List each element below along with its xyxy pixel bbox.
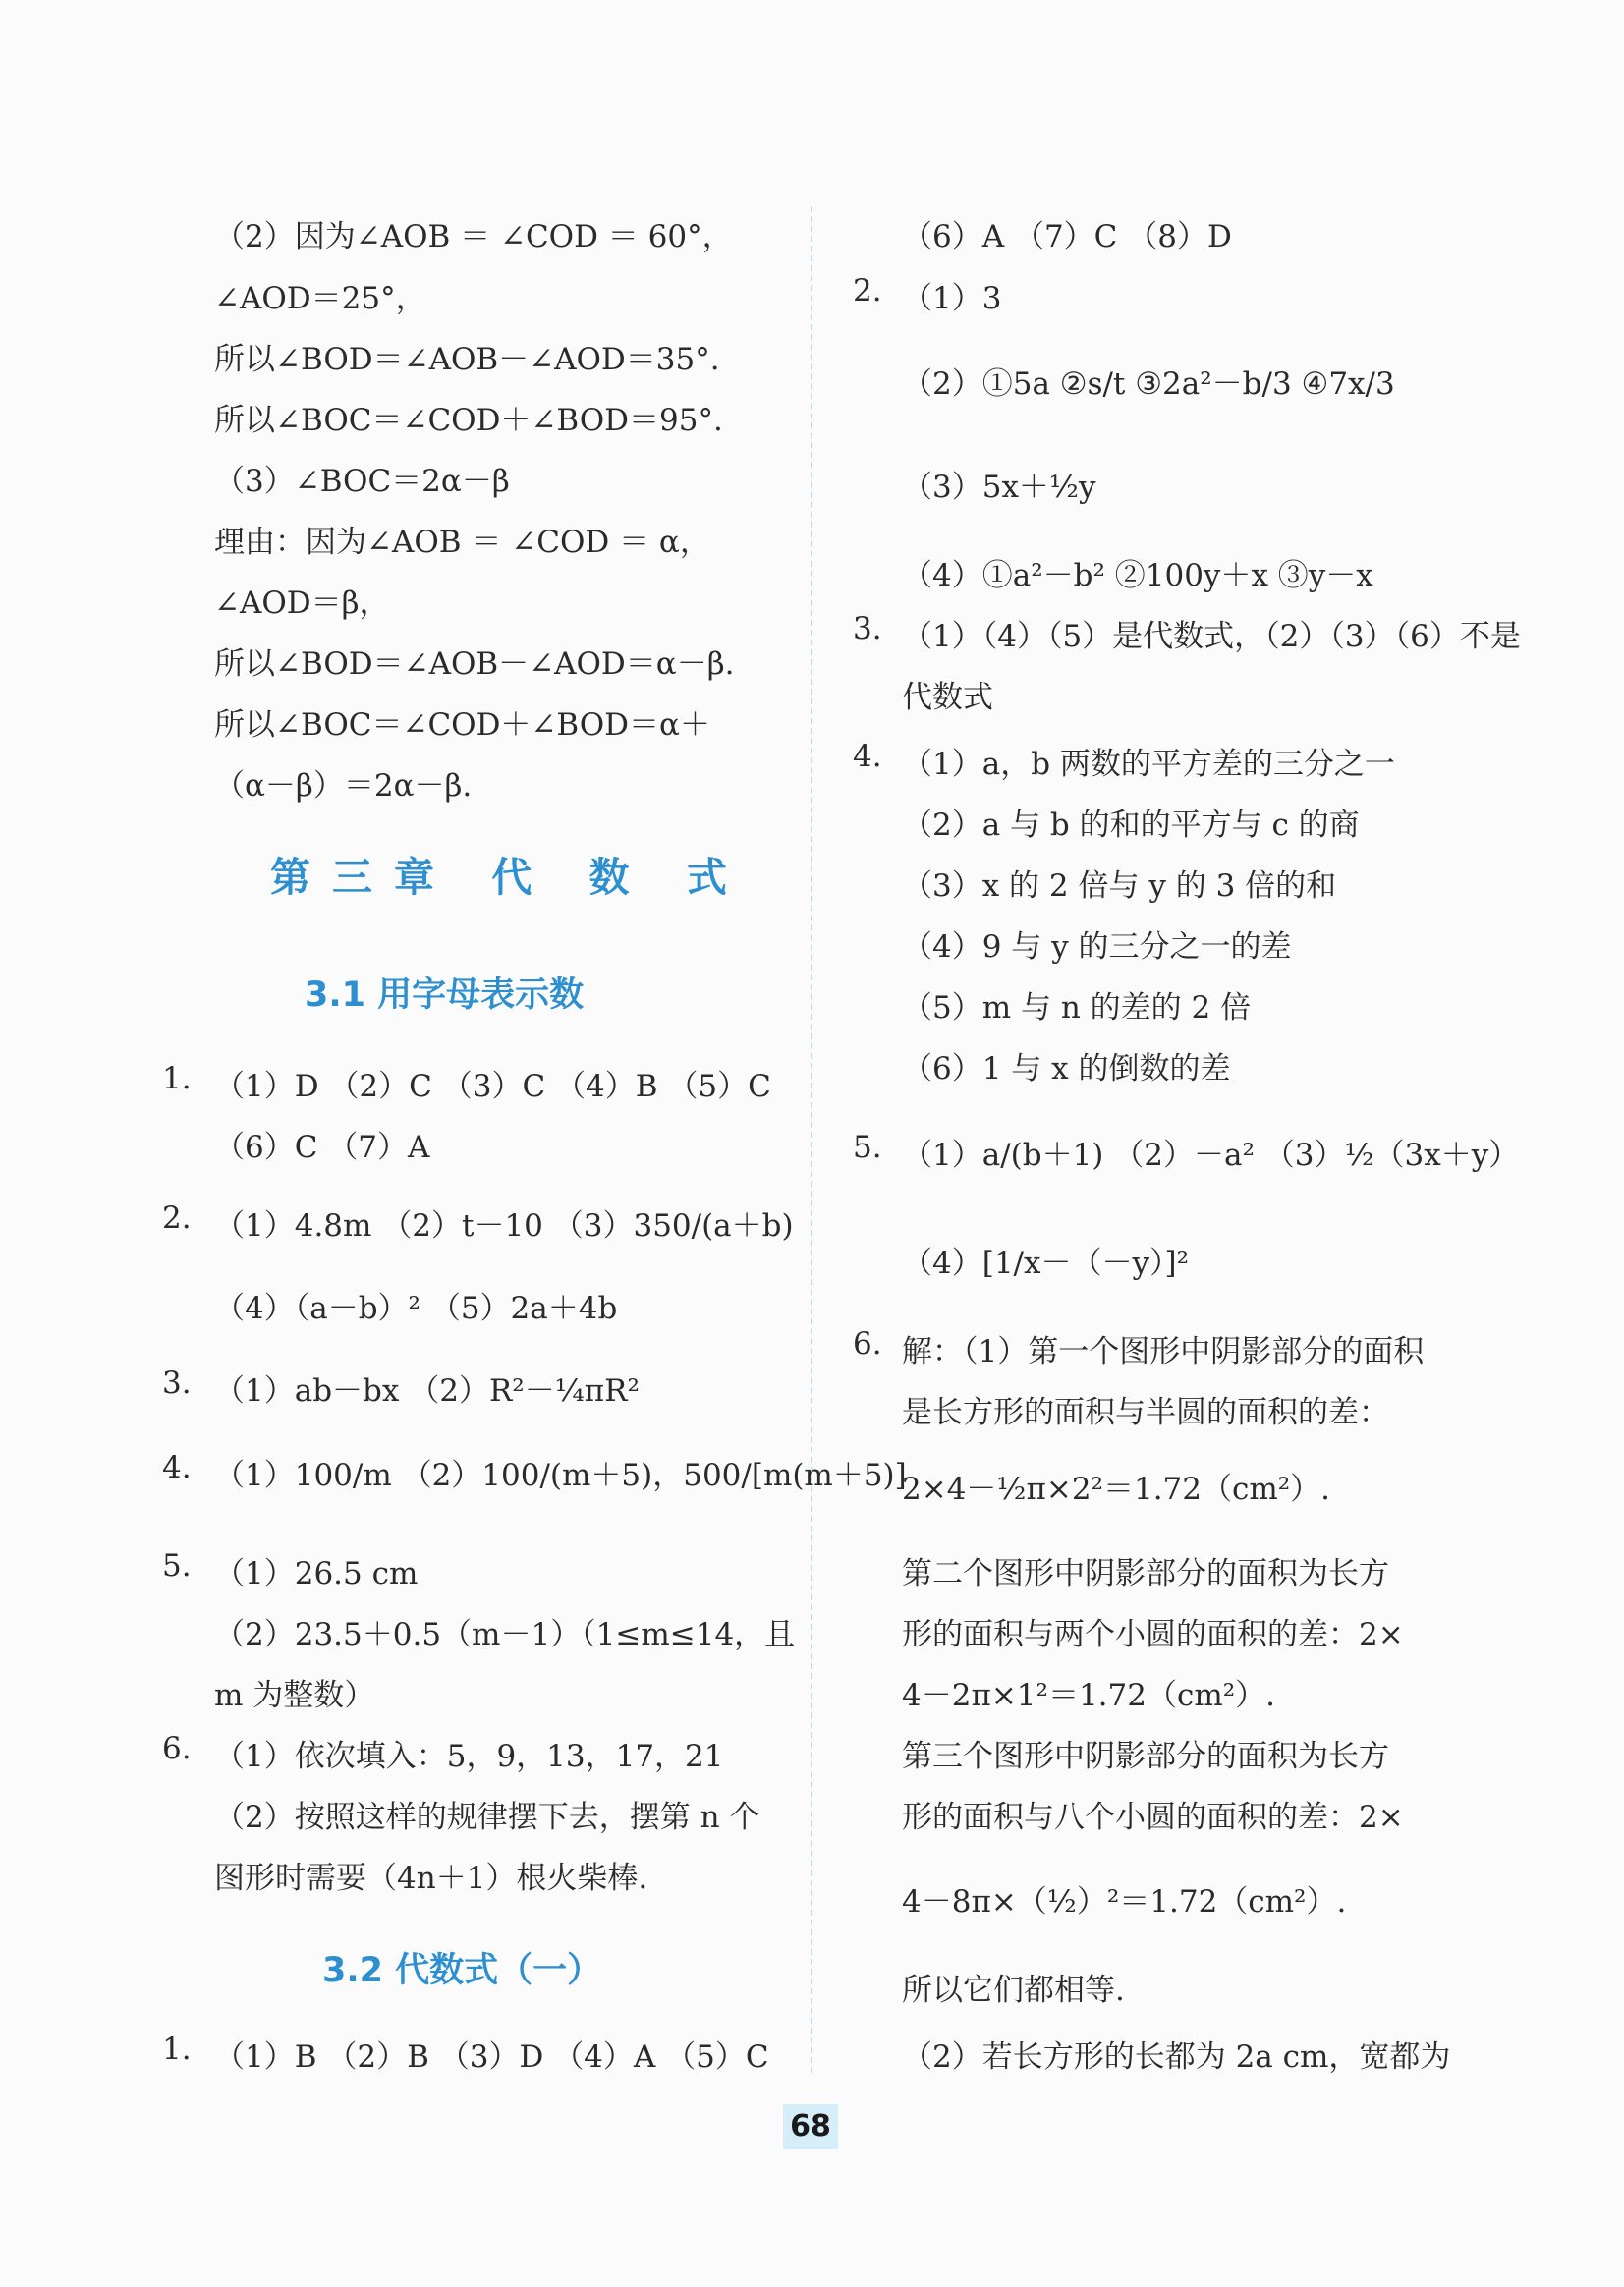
proof-line: ∠AOD＝β， [214,586,390,621]
answer-line: （1）（4）（5）是代数式，（2）（3）（6）不是 [902,619,1521,654]
answer-line: （1）100/m （2）100/(m＋5)，500/[m(m＋5)] [214,1458,907,1493]
question-number: 6. [162,1731,192,1766]
answer-line: （4）（a－b）² （5）2a＋4b [214,1291,618,1326]
question-number: 3. [853,611,882,646]
answer-line: （1）D （2）C （3）C （4）B （5）C [214,1069,771,1104]
answer-line: （2）按照这样的规律摆下去，摆第 n 个 [214,1800,760,1835]
answer-line: （1）a，b 两数的平方差的三分之一 [902,747,1395,782]
answer-line: （2）23.5＋0.5（m－1）（1≤m≤14，且 [214,1617,796,1652]
answer-line: （6）A （7）C （8）D [902,219,1232,254]
answer-line: （2）若长方形的长都为 2a cm，宽都为 [902,2039,1451,2075]
answer-line: 2×4－½π×2²＝1.72（cm²）. [902,1472,1331,1507]
page-number: 68 [783,2104,838,2149]
question-number: 1. [162,2032,192,2067]
answer-line: 代数式 [902,680,993,715]
answer-line: （1）依次填入：5，9，13，17，21 [214,1739,724,1774]
answer-line: 4－8π×（½）²＝1.72（cm²）. [902,1884,1347,1920]
answer-line: （1）4.8m （2）t－10 （3）350/(a＋b) [214,1208,794,1244]
answer-line: （6）1 与 x 的倒数的差 [902,1051,1231,1087]
section-title: 3.2 代数式（一） [322,1951,602,1990]
answer-line: 形的面积与两个小圆的面积的差：2× [902,1617,1404,1652]
answer-line: （4）①a²－b² ②100y＋x ③y－x [902,558,1373,593]
answer-line: （4）[1/x－（－y）]² [902,1246,1190,1281]
question-number: 1. [162,1061,192,1096]
question-number: 2. [853,273,882,308]
proof-line: （3）∠BOC＝2α－β [214,464,510,499]
question-number: 6. [853,1326,882,1362]
answer-line: （1）26.5 cm [214,1556,419,1591]
question-number: 4. [853,739,882,774]
answer-line: 图形时需要（4n＋1）根火柴棒. [214,1861,648,1896]
answer-line: （3）5x＋½y [902,470,1096,505]
answer-line: （2）①5a ②s/t ③2a²－b/3 ④7x/3 [902,366,1395,402]
question-number: 2. [162,1200,192,1236]
answer-line: （2）a 与 b 的和的平方与 c 的商 [902,808,1360,843]
question-number: 3. [162,1366,192,1401]
answer-line: 第三个图形中阴影部分的面积为长方 [902,1739,1389,1774]
answer-line: 第二个图形中阴影部分的面积为长方 [902,1556,1389,1591]
question-number: 5. [853,1130,882,1165]
answer-line: （1）3 [902,281,1002,316]
proof-line: 所以∠BOC＝∠COD＋∠BOD＝α＋ [214,707,710,743]
proof-line: 理由：因为∠AOB ＝ ∠COD ＝ α， [214,525,710,560]
proof-line: ∠AOD＝25°， [214,281,426,316]
answer-line: 4－2π×1²＝1.72（cm²）. [902,1678,1276,1713]
answer-line: 所以它们都相等. [902,1973,1125,2008]
answer-line: （6）C （7）A [214,1130,430,1165]
answer-line: （4）9 与 y 的三分之一的差 [902,929,1292,965]
proof-line: 所以∠BOD＝∠AOB－∠AOD＝α－β. [214,646,735,682]
question-number: 5. [162,1548,192,1584]
answer-line: （1）B （2）B （3）D （4）A （5）C [214,2039,769,2075]
proof-line: （2）因为∠AOB ＝ ∠COD ＝ 60°， [214,219,733,254]
chapter-title: 第三章 代 数 式 [270,854,749,901]
answer-line: 形的面积与八个小圆的面积的差：2× [902,1800,1404,1835]
answer-line: m 为整数） [214,1678,375,1713]
answer-line: （3）x 的 2 倍与 y 的 3 倍的和 [902,868,1337,904]
answer-line: 是长方形的面积与半圆的面积的差： [902,1395,1389,1430]
answer-line: （1）ab－bx （2）R²－¼πR² [214,1373,640,1409]
answer-line: （1）a/(b＋1) （2）－a² （3）½（3x＋y） [902,1138,1520,1173]
answer-line: 解：（1）第一个图形中阴影部分的面积 [902,1334,1425,1369]
proof-line: 所以∠BOD＝∠AOB－∠AOD＝35°. [214,342,720,377]
column-divider [811,206,812,2073]
question-number: 4. [162,1450,192,1485]
answer-line: （5）m 与 n 的差的 2 倍 [902,990,1252,1026]
proof-line: 所以∠BOC＝∠COD＋∠BOD＝95°. [214,403,723,438]
proof-line: （α－β）＝2α－β. [214,768,473,804]
section-title: 3.1 用字母表示数 [305,976,585,1015]
